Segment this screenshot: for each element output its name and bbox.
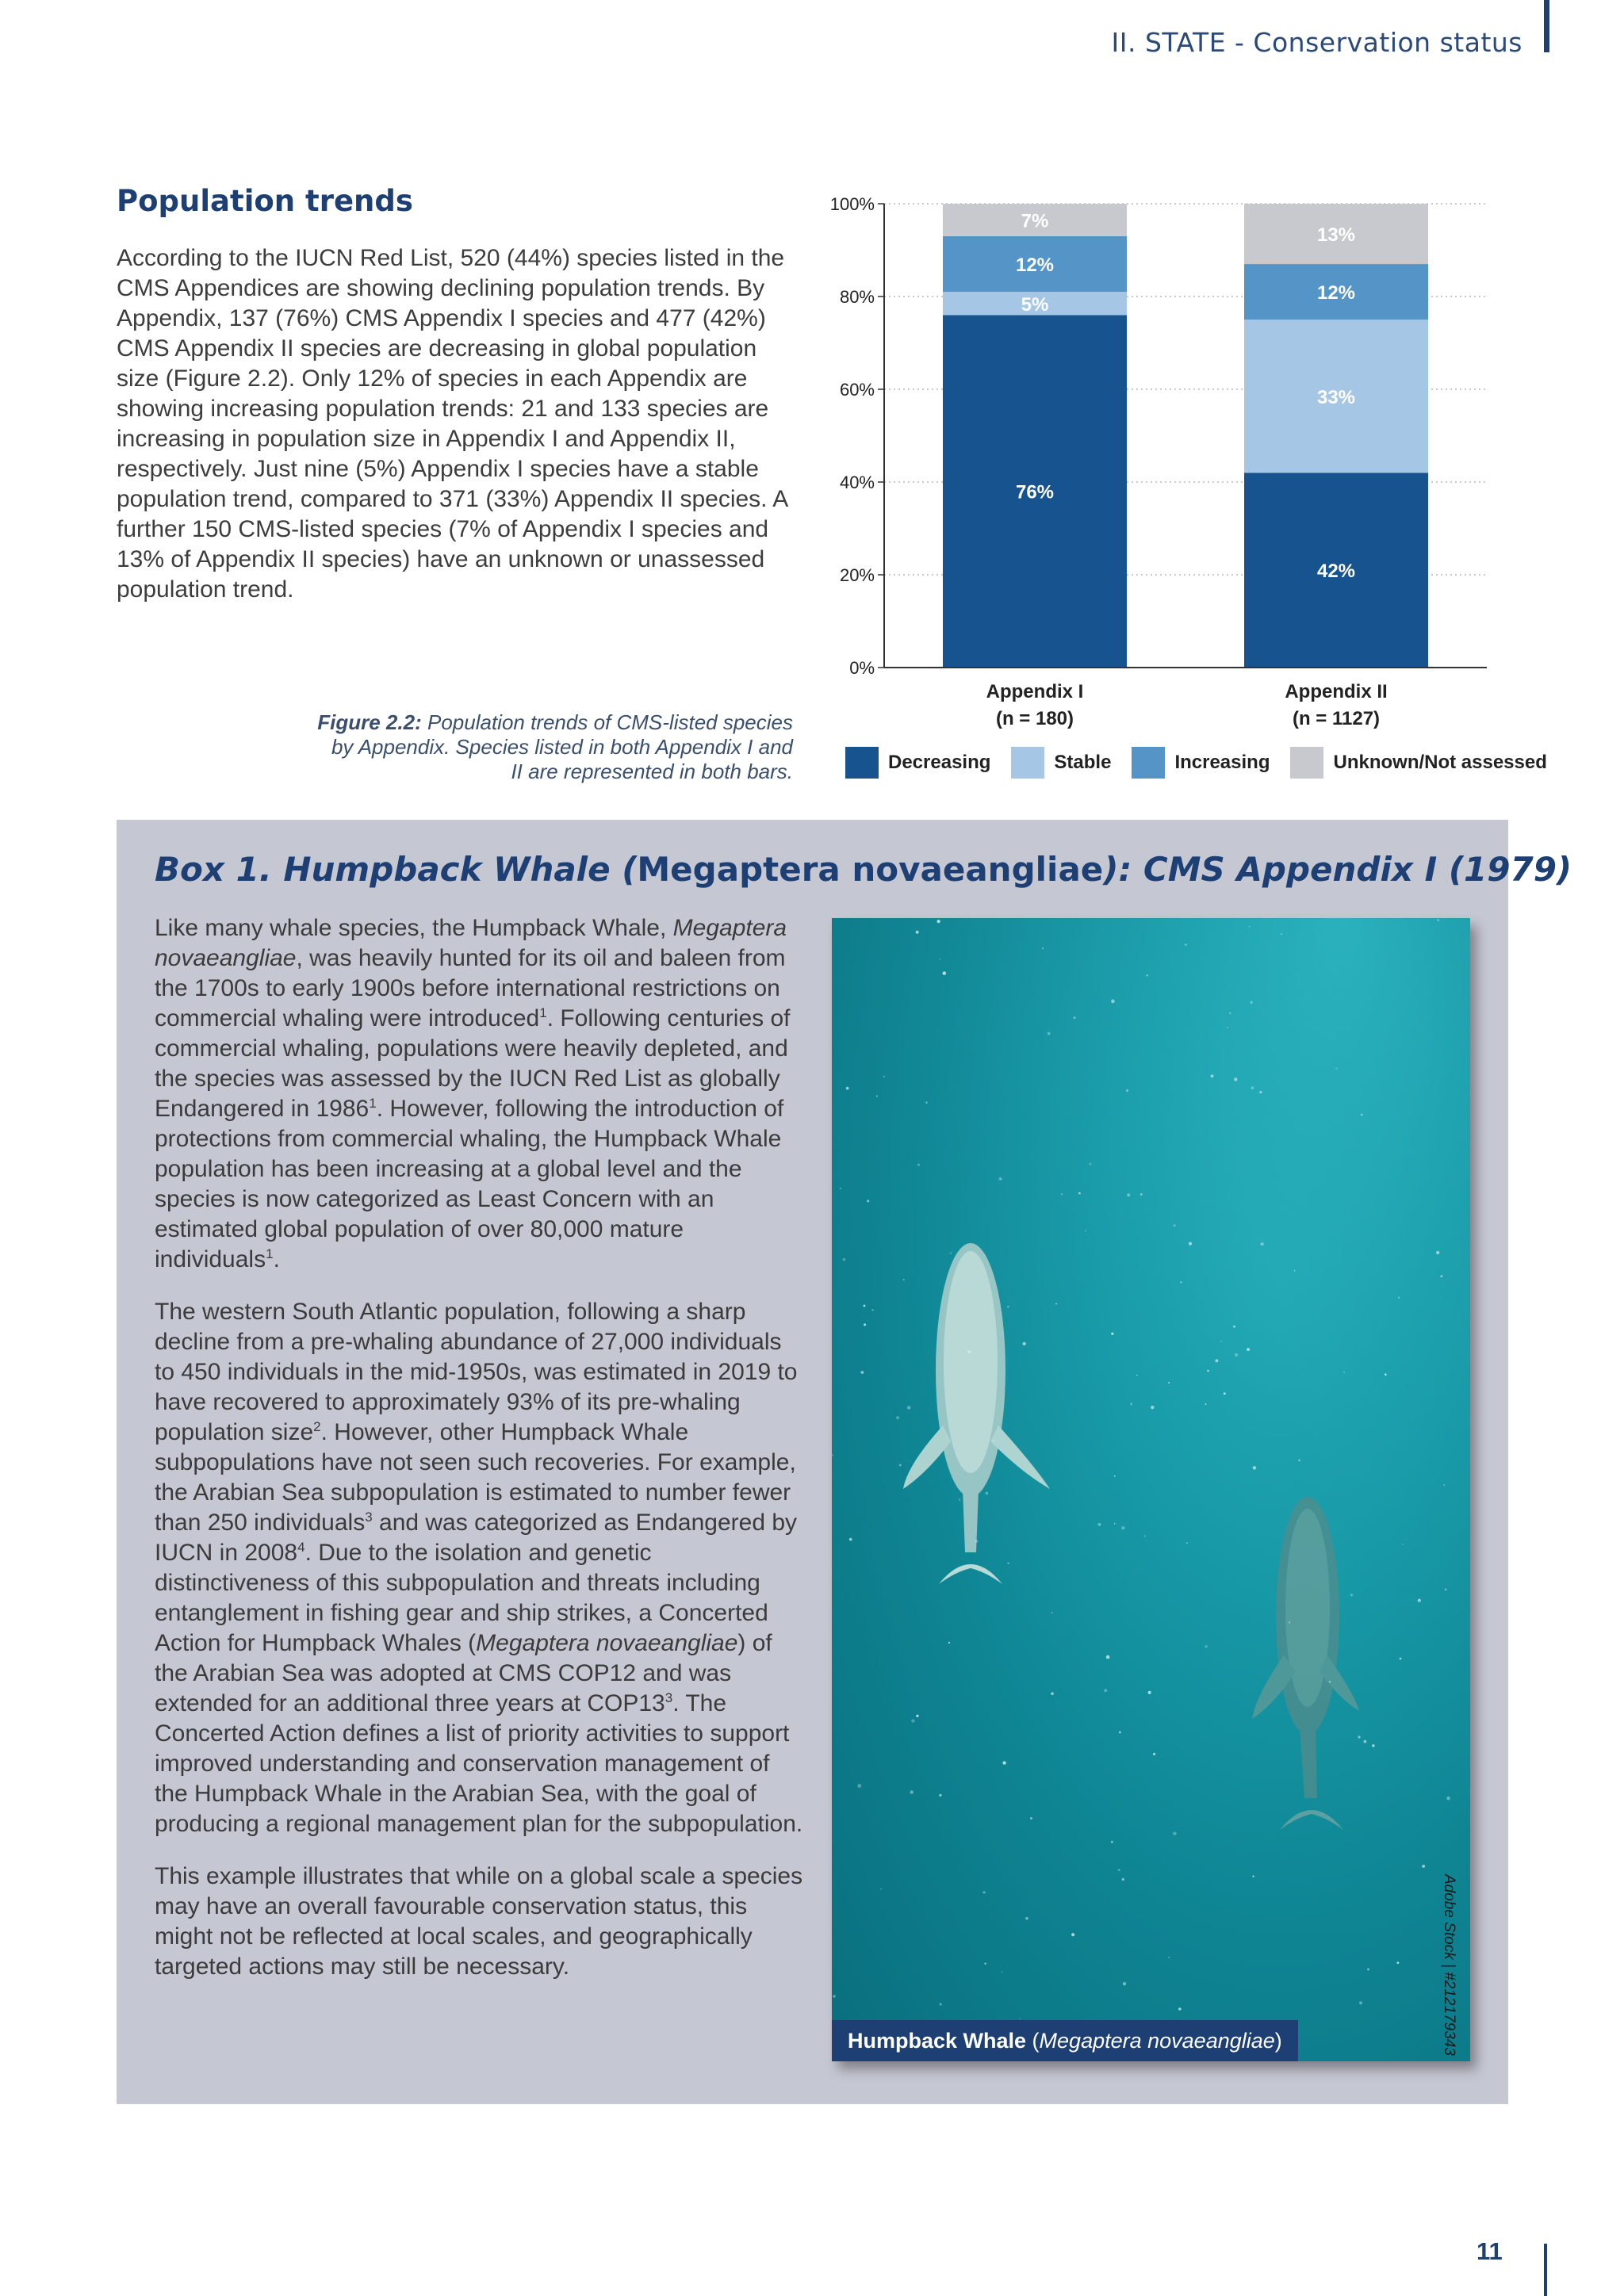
box-paragraph-2 — [155, 1297, 805, 1839]
water-speckle — [1127, 1193, 1130, 1196]
water-speckle — [986, 1492, 988, 1494]
water-speckle — [1251, 1001, 1253, 1004]
water-speckle — [1224, 1392, 1226, 1395]
water-speckle — [1114, 1475, 1116, 1477]
water-speckle — [1106, 1655, 1110, 1659]
water-speckle — [1147, 974, 1148, 976]
water-speckle — [1085, 1230, 1086, 1232]
water-speckle — [1446, 1797, 1450, 1800]
water-speckle — [1111, 1841, 1113, 1843]
water-speckle — [1335, 1068, 1337, 1070]
water-speckle — [1358, 1735, 1360, 1738]
bar-data-label: 7% — [1021, 210, 1049, 232]
water-speckle — [910, 1790, 914, 1793]
water-speckle — [1168, 1382, 1170, 1383]
footnote-ref: 3 — [365, 1510, 373, 1525]
water-speckle — [939, 1794, 941, 1797]
water-speckle — [1078, 1192, 1081, 1195]
water-speckle — [1211, 1074, 1214, 1077]
water-speckle — [967, 1350, 971, 1353]
water-speckle — [1104, 1689, 1107, 1692]
water-speckle — [1048, 1032, 1051, 1035]
water-speckle — [1402, 1544, 1404, 1545]
footnote-ref: 1 — [539, 1005, 547, 1020]
water-speckle — [1130, 1402, 1132, 1405]
water-speckle — [1367, 1969, 1369, 1971]
legend-label: Unknown/Not assessed — [1333, 752, 1547, 773]
water-speckle — [1220, 1341, 1222, 1342]
water-speckle — [846, 1087, 849, 1090]
water-speckle — [999, 1177, 1002, 1181]
water-speckle — [1189, 1242, 1192, 1246]
water-speckle — [903, 1279, 905, 1280]
legend-swatch — [1011, 747, 1044, 779]
water-speckle — [871, 1309, 873, 1311]
water-speckle — [1249, 926, 1251, 928]
water-speckle — [940, 2003, 942, 2006]
water-speckle — [1298, 1460, 1300, 1461]
water-speckle — [1422, 1865, 1425, 1868]
water-speckle — [833, 1995, 836, 1998]
water-speckle — [1398, 1297, 1400, 1299]
water-speckle — [1444, 1484, 1446, 1486]
section-body-text: According to the IUCN Red List, 520 (44%) species listed in the CMS Appendices are showing declining population trends. By Appendix, 137 (76%) CMS Appendix I species and 477 (42%) CMS Appendix II species are decreasing in global population size (Figure 2.2). Only 12% of species in each Appendix are showing increasing population trends: 21 and 133 species are increasing in population size in Appendix I and Appendix II, respectively. Just nine (5%) Appendix I species have a stable population trend, compared to 371 (33%) Appendix II species. A further 150 CMS-listed species (7% of Appendix I species and 13% of Appendix II species) have an unknown or unassessed population trend. — [117, 245, 787, 603]
box-paragraph-3: This example illustrates that while on a global scale a species may have an overall favourable conservation status, this might not be reflected at local scales, and geographically targeted actions may still be necessary. — [155, 1863, 803, 1980]
legend-swatch — [845, 747, 879, 779]
footnote-ref: 1 — [369, 1096, 377, 1111]
photo-credit-text: Adobe Stock | #212179343 — [1441, 1874, 1457, 2056]
water-speckle — [925, 1102, 927, 1104]
y-tick-label: 100% — [829, 194, 875, 214]
water-speckle — [896, 1416, 899, 1419]
water-speckle — [1261, 1242, 1264, 1246]
water-speckle — [1002, 1972, 1003, 1973]
text: . However, following the introduction of protections from commercial whaling, the Humpback Whale population has been increasing at a global level and the species is now categorized as Least Concern with an estimated global population of over 80,000 mature individuals — [155, 1096, 784, 1272]
header-accent-bar — [1544, 0, 1549, 52]
water-speckle — [1126, 1089, 1128, 1092]
water-speckle — [1253, 1466, 1257, 1470]
water-speckle — [1364, 1740, 1367, 1743]
footnote-ref: 4 — [297, 1540, 305, 1555]
water-speckle — [861, 1371, 864, 1374]
water-speckle — [1397, 1961, 1400, 1964]
water-speckle — [1090, 1163, 1092, 1165]
water-speckle — [1235, 1353, 1238, 1357]
text: . However, other Humpback Whale subpopulations have not seen such recoveries. For example, the Arabian Sea subpopulation is estimated to number fewer than 250 individuals — [155, 1419, 796, 1536]
legend-item — [1290, 747, 1546, 779]
legend-label: Decreasing — [888, 752, 991, 773]
water-speckle — [1247, 1348, 1250, 1351]
y-tick-label: 60% — [839, 380, 875, 400]
water-speckle — [1173, 1832, 1176, 1835]
bar-data-label: 33% — [1316, 386, 1356, 408]
water-speckle — [1148, 1691, 1151, 1694]
water-speckle — [1122, 1878, 1124, 1881]
water-speckle — [1234, 1077, 1238, 1081]
water-speckle — [1259, 1091, 1262, 1093]
water-speckle — [943, 971, 947, 975]
water-speckle — [1185, 943, 1187, 946]
legend-swatch — [1290, 747, 1323, 779]
text: . Due to the isolation and genetic distinctiveness of this subpopulation and threats including entanglement in fishing gear and ship strikes, a Concerted Action for Humpback Whales ( — [155, 1540, 768, 1656]
water-speckle — [1289, 1621, 1290, 1623]
bar-data-label: 12% — [1316, 282, 1356, 304]
water-speckle — [1350, 1594, 1353, 1596]
legend-item — [1011, 747, 1111, 779]
x-category-sublabel: (n = 180) — [995, 708, 1074, 729]
water-speckle — [1118, 1869, 1120, 1871]
water-speckle — [1385, 1373, 1387, 1376]
legend-item — [845, 747, 990, 779]
water-speckle — [1229, 1012, 1231, 1015]
water-speckle — [1180, 1281, 1182, 1283]
legend-label: Increasing — [1174, 752, 1270, 773]
water-speckle — [864, 1305, 866, 1307]
text: Like many whale species, the Humpback Whale, — [155, 915, 673, 941]
species-name: Megaptera novaeangliae — [476, 1630, 738, 1656]
water-speckle — [840, 1188, 841, 1189]
running-header: II. STATE - Conservation status — [1111, 27, 1522, 58]
water-speckle — [916, 1715, 918, 1717]
water-speckle — [1025, 1917, 1028, 1920]
whale-illustration — [832, 918, 1470, 2061]
figure-label: Figure 2.2: — [317, 710, 422, 734]
water-speckle — [1178, 2007, 1182, 2011]
water-speckle — [1023, 1342, 1026, 1345]
chart-legend — [845, 747, 1547, 779]
water-speckle — [1051, 1693, 1053, 1695]
water-speckle — [1030, 1817, 1032, 1820]
humpback-whale-photo — [832, 918, 1470, 2061]
water-speckle — [1098, 1523, 1101, 1526]
legend-item — [1132, 747, 1270, 779]
water-speckle — [1040, 1480, 1042, 1482]
water-speckle — [1440, 1275, 1442, 1277]
water-speckle — [1445, 1589, 1447, 1591]
water-speckle — [1123, 1982, 1126, 1985]
text: . — [273, 1246, 280, 1272]
water-speckle — [1437, 919, 1439, 921]
footer-accent-bar — [1544, 2244, 1547, 2296]
water-speckle — [1227, 1027, 1228, 1028]
water-speckle — [1281, 933, 1282, 935]
text: The western South Atlantic population, following a sharp decline from a pre-whaling abundance of 27,000 individuals to 450 individuals in the mid-1950s, was estimated in 2019 to have recovered to approximately 93% of its pre-whaling population size — [155, 1299, 798, 1445]
bar-data-label: 5% — [1021, 293, 1049, 316]
water-speckle — [1042, 947, 1044, 949]
water-speckle — [1144, 1536, 1146, 1537]
water-speckle — [1136, 1375, 1138, 1376]
water-speckle — [950, 1253, 952, 1254]
water-speckle — [899, 1464, 902, 1467]
water-speckle — [1061, 1193, 1063, 1195]
water-speckle — [1215, 1359, 1218, 1362]
water-speckle — [883, 1076, 885, 1077]
water-speckle — [1252, 1876, 1254, 1877]
footnote-ref: 3 — [665, 1690, 673, 1705]
y-tick-label: 40% — [839, 473, 875, 492]
water-speckle — [959, 1498, 961, 1501]
water-speckle — [1071, 1933, 1074, 1936]
species-name: Megaptera novaeangliae — [155, 915, 787, 971]
water-speckle — [1055, 1303, 1057, 1305]
water-speckle — [1007, 1306, 1009, 1308]
water-speckle — [1151, 1406, 1154, 1409]
water-speckle — [1436, 1251, 1439, 1254]
water-speckle — [1121, 1526, 1124, 1529]
photo-credit — [1441, 1874, 1475, 2064]
water-speckle — [1205, 1403, 1207, 1405]
water-speckle — [1111, 1000, 1115, 1004]
water-speckle — [864, 1323, 866, 1326]
box-body-text — [155, 913, 805, 2004]
water-speckle — [916, 931, 919, 934]
water-speckle — [876, 1096, 878, 1097]
water-speckle — [993, 1440, 994, 1441]
water-speckle — [1251, 1086, 1254, 1089]
water-speckle — [975, 1540, 979, 1543]
box-title-species: Megaptera novaeangliae — [637, 850, 1104, 889]
bar-data-label: 76% — [1015, 481, 1055, 503]
page-number: 11 — [1477, 2237, 1503, 2265]
footnote-ref: 2 — [313, 1419, 321, 1434]
water-speckle — [1359, 2001, 1362, 2004]
water-speckle — [939, 959, 940, 960]
bar-data-label: 42% — [1316, 561, 1356, 583]
water-speckle — [867, 1200, 869, 1202]
water-speckle — [1294, 1270, 1296, 1272]
photo-caption-name: Humpback Whale — [848, 2029, 1027, 2053]
water-speckle — [1205, 1645, 1208, 1647]
figure-caption — [317, 710, 793, 784]
footnote-ref: 1 — [266, 1246, 274, 1261]
box-title — [155, 850, 1572, 889]
water-speckle — [1168, 1957, 1170, 1958]
water-speckle — [1343, 1372, 1345, 1373]
water-speckle — [1073, 1016, 1075, 1019]
water-speckle — [1418, 1599, 1421, 1602]
water-speckle — [984, 1963, 986, 1965]
water-speckle — [1207, 1370, 1209, 1372]
box-humpback-whale — [117, 820, 1572, 2104]
text: and was categorized as Endangered by IUCN in 2008 — [155, 1510, 798, 1566]
water-speckle — [1233, 1326, 1235, 1328]
y-tick-label: 0% — [849, 658, 875, 678]
water-speckle — [849, 1538, 852, 1541]
bar-data-label: 12% — [1015, 254, 1055, 277]
water-speckle — [1153, 1753, 1155, 1755]
water-speckle — [1002, 1761, 1005, 1764]
photo-caption: Humpback Whale (Megaptera novaeangliae) — [832, 2020, 1298, 2061]
water-speckle — [1329, 1681, 1331, 1682]
water-speckle — [948, 1642, 950, 1644]
water-speckle — [1186, 1542, 1188, 1544]
x-category-label: Appendix II — [1285, 681, 1388, 702]
water-speckle — [1400, 1658, 1402, 1660]
water-speckle — [880, 1888, 882, 1890]
box-title-part2: ): CMS Appendix I (1979) — [1103, 850, 1572, 889]
text: . The Concerted Action defines a list of priority activities to support improved understanding and conservation management of the Humpback Whale in the Arabian Sea, with the goal of producing a regional management plan for the subpopulation. — [155, 1690, 803, 1837]
water-speckle — [1361, 1114, 1363, 1116]
population-trends-chart — [817, 184, 1515, 739]
water-speckle — [911, 1719, 914, 1722]
x-category-sublabel: (n = 1127) — [1292, 708, 1381, 729]
water-speckle — [1008, 1563, 1009, 1564]
water-speckle — [1019, 2018, 1021, 2019]
section-title: Population trends — [117, 184, 413, 218]
text: ) of the Arabian Sea was adopted at CMS COP12 and was extended for an additional three years at COP13 — [155, 1630, 772, 1716]
y-tick-label: 20% — [839, 565, 875, 585]
legend-label: Stable — [1054, 752, 1112, 773]
water-speckle — [1140, 1193, 1143, 1196]
water-speckle — [937, 920, 940, 923]
text: . Following centuries of commercial whaling, populations were heavily depleted, and the species was assessed by the IUCN Red List as globally Endangered in 1986 — [155, 1005, 791, 1122]
water-speckle — [1111, 1333, 1113, 1335]
x-category-label: Appendix I — [986, 681, 1084, 702]
legend-swatch — [1132, 747, 1165, 779]
water-speckle — [1174, 1224, 1176, 1226]
text: , was heavily hunted for its oil and baleen from the 1700s to early 1900s before international restrictions on commercial whaling were introduced — [155, 945, 786, 1031]
water-speckle — [857, 1784, 861, 1788]
photo-caption-species: Megaptera novaeangliae — [1039, 2029, 1275, 2053]
water-speckle — [983, 1891, 986, 1893]
water-speckle — [917, 1164, 920, 1166]
water-speckle — [1119, 1732, 1121, 1734]
water-speckle — [843, 1258, 846, 1261]
bar-data-label: 13% — [1316, 224, 1356, 247]
figure-caption-text: Population trends of CMS-listed species by Appendix. Species listed in both Appendix I and II are represented in both bars. — [331, 710, 793, 783]
box-title-part1: Box 1. Humpback Whale ( — [155, 850, 638, 889]
y-tick-label: 80% — [839, 287, 875, 307]
water-speckle — [1114, 1523, 1116, 1525]
box-paragraph-1 — [155, 913, 805, 1275]
water-speckle — [907, 1406, 911, 1410]
water-speckle — [1051, 1612, 1053, 1613]
water-speckle — [1372, 1744, 1374, 1747]
